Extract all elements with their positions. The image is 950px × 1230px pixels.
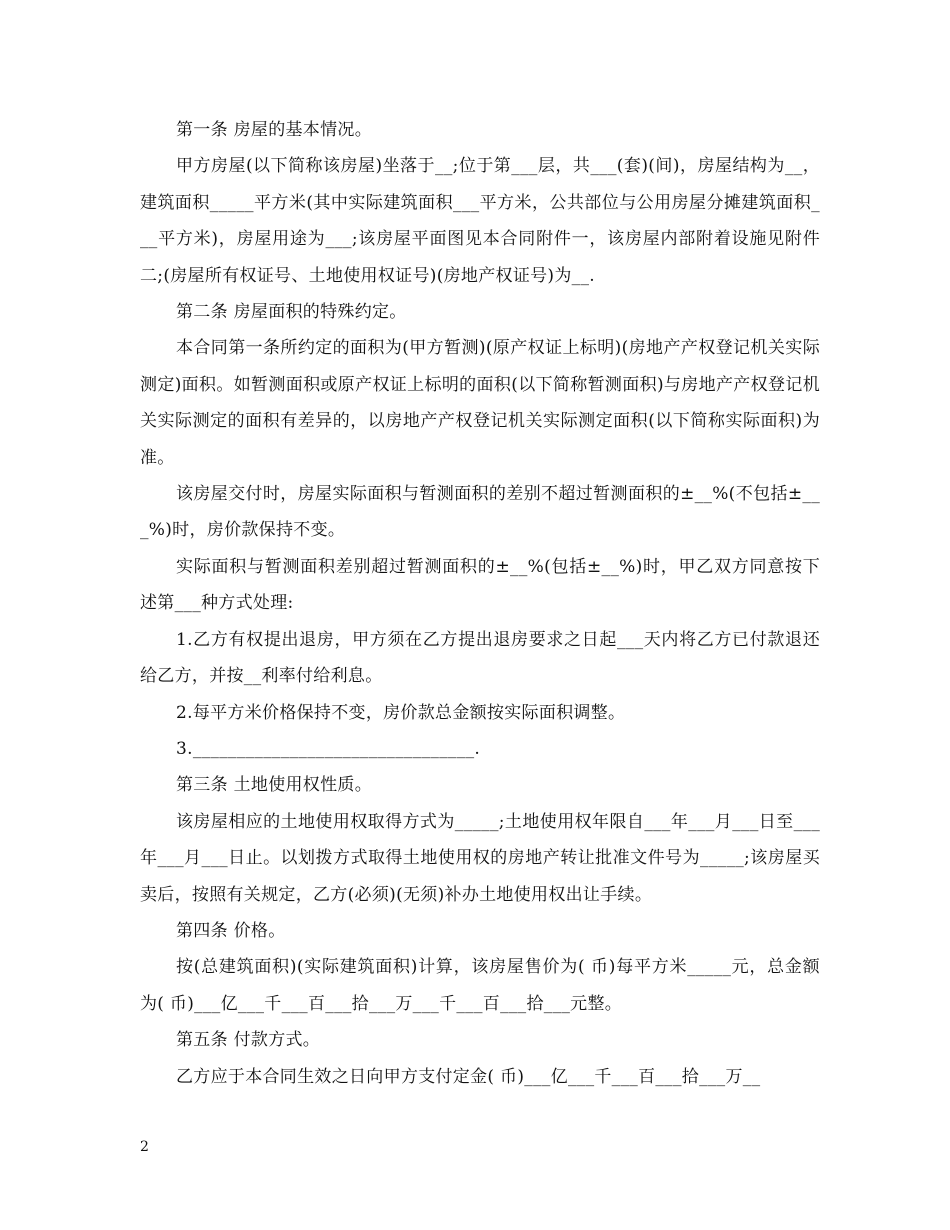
article-2-heading: 第二条 房屋面积的特殊约定。 bbox=[176, 302, 407, 323]
article-1-text: 甲方房屋(以下简称该房屋)坐落于__;位于第___层，共___(套)(间)，房屋结构为__，建筑面积_____平方米(其中实际建筑面积___平方米，公共部位与公用房屋分摊建筑面积___平方米)，房屋用途为___;该房屋平面图见本合同附件一，该房屋内部附着设施见附件二;(房屋所有权证号、土地使用权证号)(房地产权证号)为__. bbox=[140, 156, 820, 286]
article-2-option-2: 2.每平方米价格保持不变，房价款总金额按实际面积调整。 bbox=[176, 702, 626, 723]
article-3-heading: 第三条 土地使用权性质。 bbox=[176, 775, 373, 796]
article-2-tolerance-text: 该房屋交付时，房屋实际面积与暂测面积的差别不超过暂测面积的±__%(不包括±___%)时，房价款保持不变。 bbox=[140, 484, 820, 541]
article-5-text: 乙方应于本合同生效之日向甲方支付定金( 币)___亿___千___百___拾___万__ bbox=[176, 1066, 761, 1087]
contract-body bbox=[140, 112, 820, 1095]
article-2-exceed-text: 实际面积与暂测面积差别超过暂测面积的±__%(包括±__%)时，甲乙双方同意按下述第___种方式处理: bbox=[140, 556, 820, 614]
article-2-option-1: 1.乙方有权提出退房，甲方须在乙方提出退房要求之日起___天内将乙方已付款退还给乙方，并按__利率付给利息。 bbox=[140, 629, 820, 687]
article-2-text: 本合同第一条所约定的面积为(甲方暂测)(原产权证上标明)(房地产产权登记机关实际测定)面积。如暂测面积或原产权证上标明的面积(以下简称暂测面积)与房地产产权登记机关实际测定的面积有差异的，以房地产产权登记机关实际测定面积(以下简称实际面积)为准。 bbox=[140, 338, 820, 468]
article-2-option-3: 3.________________________________. bbox=[176, 738, 481, 759]
article-1-heading: 第一条 房屋的基本情况。 bbox=[176, 120, 373, 140]
article-5-heading: 第五条 付款方式。 bbox=[176, 1030, 321, 1051]
page-number: 2 bbox=[140, 1139, 149, 1155]
article-4-text: 按(总建筑面积)(实际建筑面积)计算，该房屋售价为( 币)每平方米_____元，总金额为( 币)___亿___千___百___拾___万___千___百___拾___元整。 bbox=[140, 957, 820, 1014]
article-3-text: 该房屋相应的土地使用权取得方式为_____;土地使用权年限自___年___月___日至___年___月___日止。以划拨方式取得土地使用权的房地产转让批准文件号为_____;该房屋买卖后，按照有关规定，乙方(必须)(无须)补办土地使用权出让手续。 bbox=[140, 811, 820, 905]
article-4-heading: 第四条 价格。 bbox=[176, 920, 286, 941]
